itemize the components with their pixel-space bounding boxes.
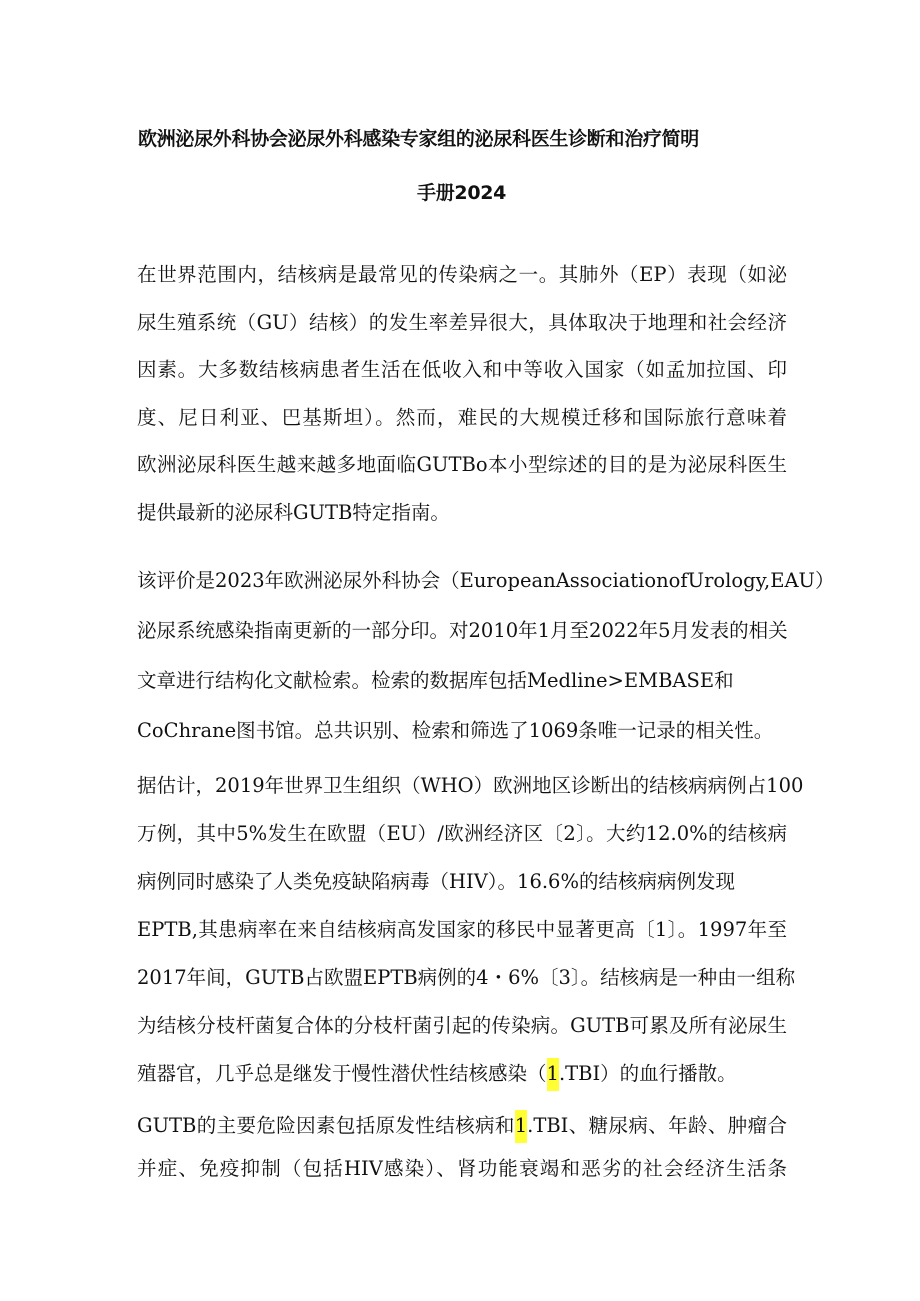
text-line [137, 1050, 787, 1098]
text-segment: GUTB的主要危险因素包括原发性结核病和 [137, 1114, 515, 1137]
text-line: EPTB,其患病率在来自结核病高发国家的移民中显著更高〔1〕。1997年至 [137, 918, 787, 941]
text-segment: 殖器官，几乎总是继发于慢性潜伏性结核感染（ [137, 1062, 547, 1085]
text-line: 该评价是2023年欧洲泌尿外科协会（EuropeanAssociationofUrology,EAU） [137, 569, 835, 592]
paragraph-epidemiology [137, 762, 804, 1098]
highlighted-text: 1 [515, 1110, 527, 1143]
text-line: 病例同时感染了人类免疫缺陷病毒（HIV）。16.6%的结核病病例发现 [137, 870, 735, 893]
document-title-line-1: 欧洲泌尿外科协会泌尿外科感染专家组的泌尿科医生诊断和治疗简明 [138, 128, 700, 150]
text-line: 泌尿系统感染指南更新的一部分印。对2010年1月至2022年5月发表的相关 [137, 619, 788, 642]
highlighted-text: 1 [547, 1058, 559, 1091]
text-segment: .TBI、糖尿病、年龄、肿瘤合 [527, 1114, 787, 1137]
text-line [137, 1104, 787, 1147]
paragraph-tb-overview [137, 251, 787, 536]
text-line: 欧洲泌尿科医生越来越多地面临GUTBo本小型综述的目的是为泌尿科医生 [137, 453, 787, 476]
text-line: 尿生殖系统（GU）结核）的发生率差异很大，具体取决于地理和社会经济 [137, 310, 787, 334]
text-line: 并症、免疫抑制（包括HIV感染）、肾功能衰竭和恶劣的社会经济生活条 [137, 1157, 787, 1180]
text-line: CoChrane图书馆。总共识别、检索和筛选了1069条唯一记录的相关性。 [137, 719, 774, 742]
text-line: 文章进行结构化文献检索。检索的数据库包括Medline>EMBASE和 [137, 669, 734, 692]
text-segment: .TBI）的血行播散。 [558, 1062, 737, 1085]
text-line: 2017年间，GUTB占欧盟EPTB病例的4・6%〔3〕。结核病是一种由一组称 [137, 966, 796, 989]
document-title-line-2: 手册2024 [417, 182, 507, 204]
paragraph-methods [137, 556, 835, 756]
text-line: 在世界范围内，结核病是最常见的传染病之一。其肺外（EP）表现（如泌 [137, 263, 787, 286]
paragraph-risk-factors [137, 1104, 787, 1190]
text-line: 因素。大多数结核病患者生活在低收入和中等收入国家（如孟加拉国、印 [137, 358, 787, 381]
text-line: 度、尼日利亚、巴基斯坦）。然而，难民的大规模迁移和国际旅行意味着 [137, 405, 787, 429]
text-line: 提供最新的泌尿科GUTB特定指南。 [137, 500, 450, 524]
text-line: 万例，其中5%发生在欧盟（EU）/欧洲经济区〔2〕。大约12.0%的结核病 [137, 822, 787, 845]
text-line: 据估计，2019年世界卫生组织（WHO）欧洲地区诊断出的结核病病例占100 [137, 774, 804, 797]
text-line: 为结核分枝杆菌复合体的分枝杆菌引起的传染病。GUTB可累及所有泌尿生 [137, 1014, 787, 1037]
